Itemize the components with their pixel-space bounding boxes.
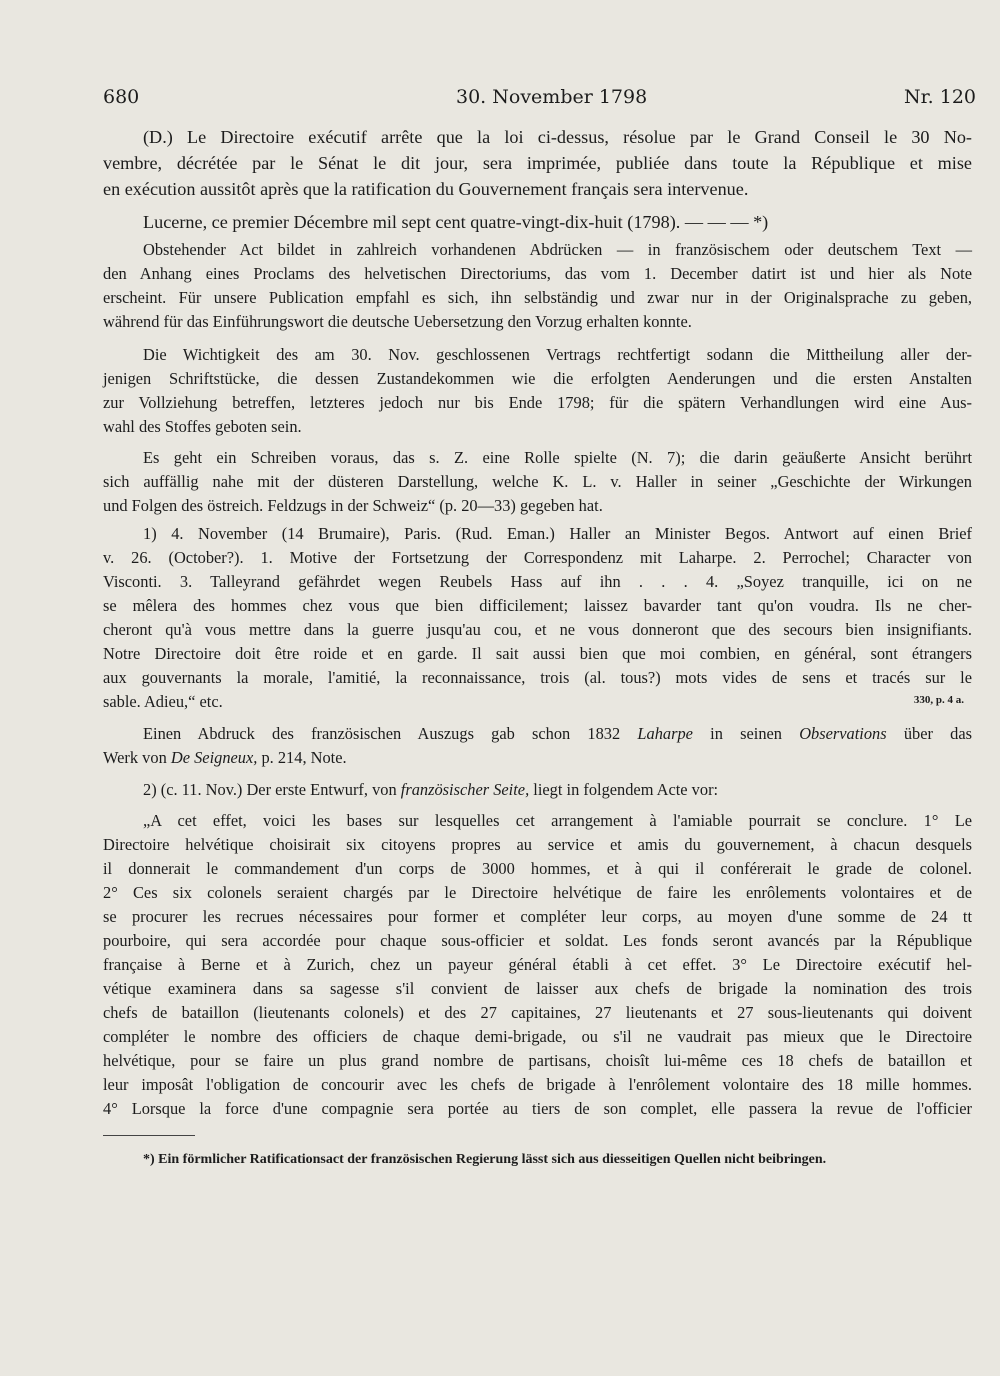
text-line: 2° Ces six colonels seraient chargés par le Directoire helvétique de faire les enrôlements volontaires et de [103, 883, 972, 902]
document-number: Nr. 120 [904, 86, 976, 108]
text-line: „A cet effet, voici les bases sur lesquelles cet arrangement à l'amiable pourrait se conclure. 1° Le [143, 811, 972, 830]
running-header [103, 86, 976, 112]
text-line: se procurer les recrues nécessaires pour former et compléter leur corps, au moyen d'une somme de 24 tt [103, 907, 972, 926]
text-line: (D.) Le Directoire exécutif arrête que la loi ci-dessus, résolue par le Grand Conseil le 30 No- [143, 127, 972, 147]
header-date: 30. November 1798 [456, 86, 648, 108]
footnote-rule [103, 1135, 195, 1136]
text-line [103, 746, 972, 770]
text-segment: über das [903, 724, 972, 743]
text-line: cheront qu'à vous mettre dans la guerre jusqu'au cou, et ne vous donneront que des secours bien insignifiants. [103, 620, 972, 639]
text-line: leur imposât l'obligation de concourir avec les chefs de brigade à l'enrôlement volontaire des 18 mille hommes. [103, 1075, 972, 1094]
text-segment: liegt in folgendem Acte vor: [533, 780, 719, 799]
text-line: jenigen Schriftstücke, die dessen Zustandekommen wie die erfolgten Aenderungen und die ersten Anstalten [103, 369, 972, 388]
text-line [103, 722, 972, 746]
paragraph-5 [103, 722, 972, 770]
source-reference: 330, p. 4 a. [913, 694, 964, 706]
footnote-text: *) Ein förmlicher Ratificationsact der französischen Regierung lässt sich aus diesseitigen Quellen nicht beibringen. [143, 1152, 827, 1167]
text-line: helvétique, pour se faire un plus grand nombre de partisans, choisît lui-même ces 18 chefs de bataillon et [103, 1051, 972, 1070]
text-line: Notre Directoire doit être roide et en garde. Il sait aussi bien que moi combien, en général, sont étrangers [103, 644, 972, 663]
text-line: Directoire helvétique choisirait six citoyens propres au service et amis du gouvernement, à chacun desquels [103, 835, 972, 854]
italic-title: Observations [799, 724, 887, 743]
text-line: Die Wichtigkeit des am 30. Nov. geschlossenen Vertrags rechtfertigt sodann die Mittheilung aller der- [143, 345, 972, 364]
text-line [103, 778, 972, 802]
text-line: v. 26. (October?). 1. Motive der Fortsetzung der Correspondenz mit Laharpe. 2. Perrochel; Character von [103, 548, 972, 567]
paragraph-3 [103, 446, 972, 518]
text-line: chefs de bataillon (lieutenants colonels) et des 27 capitaines, 27 lieutenants et 27 sous-lieutenants qui doivent [103, 1003, 972, 1022]
text-segment: p. 214, Note. [261, 748, 347, 767]
text-line: en exécution aussitôt après que la ratification du Gouvernement français sera intervenue. [103, 179, 749, 199]
paragraph-4-letter [103, 522, 972, 714]
text-segment: in seinen [710, 724, 782, 743]
paragraph-6 [103, 778, 972, 802]
text-line: während für das Einführungswort die deutsche Uebersetzung den Vorzug erhalten konnte. [103, 312, 692, 331]
paragraph-2 [103, 343, 972, 439]
text-line: française à Berne et à Zurich, chez un payeur général établi à cet effet. 3° Le Directoire exécutif hel- [103, 955, 972, 974]
text-segment: Einen Abdruck des französischen Auszugs gab schon 1832 [143, 724, 621, 743]
text-segment: 2) (c. 11. Nov.) Der erste Entwurf, von [143, 780, 397, 799]
italic-name: De Seigneux, [170, 748, 258, 767]
text-line: aux gouvernants la morale, l'amitié, la reconnaissance, trois (al. tous?) mots vides de sens et tracés sur le [103, 668, 972, 687]
text-line: sable. Adieu,“ etc. [103, 692, 223, 711]
text-line: Visconti. 3. Talleyrand gefährdet wegen Reubels Hass auf ihn . . . 4. „Soyez tranquille, ici on ne [103, 572, 972, 591]
text-line: 4° Lorsque la force d'une compagnie sera portée au tiers de son complet, elle passera la revue de l'officier [103, 1099, 972, 1118]
text-line: sich auffällig nahe mit der düsteren Darstellung, welche K. L. v. Haller in seiner „Geschichte der Wirkungen [103, 472, 972, 491]
paragraph-1 [103, 238, 972, 334]
text-segment: Werk von [103, 748, 167, 767]
text-line: und Folgen des östreich. Feldzugs in der Schweiz“ (p. 20—33) gegeben hat. [103, 496, 603, 515]
french-decree-text [103, 124, 972, 235]
italic-name: Laharpe [637, 724, 693, 743]
footnote [103, 1150, 972, 1170]
text-line: erscheint. Für unsere Publication empfahl es sich, ihn selbständig und zwar nur in der Originalsprache zu geben, [103, 288, 972, 307]
paragraph-7-quote [103, 809, 972, 1121]
text-line: pourboire, qui sera accordée pour chaque sous-officier et soldat. Les fonds seront avancés par la République [103, 931, 972, 950]
text-line: zur Vollziehung betreffen, letzteres jedoch nur bis Ende 1798; für die spätern Verhandlungen wird eine Aus- [103, 393, 972, 412]
page-number: 680 [103, 86, 140, 108]
text-line: se mêlera des hommes chez vous que bien difficilement; laissez bavarder tant qu'on voudra. Ils ne cher- [103, 596, 972, 615]
text-line: vétique examinera dans sa sagesse s'il convient de laisser aux chefs de brigade la nomination des trois [103, 979, 972, 998]
italic-phrase: französischer Seite, [400, 780, 530, 799]
text-line: wahl des Stoffes geboten sein. [103, 417, 302, 436]
text-line: den Anhang eines Proclams des helvetischen Directoriums, das vom 1. December datirt ist und hier als Note [103, 264, 972, 283]
text-line: vembre, décrétée par le Sénat le dit jour, sera imprimée, publiée dans toute la République et mise [103, 153, 972, 173]
text-line: 1) 4. November (14 Brumaire), Paris. (Rud. Eman.) Haller an Minister Begos. Antwort auf einen Brief [143, 524, 972, 543]
text-line: Obstehender Act bildet in zahlreich vorhandenen Abdrücken — in französischem oder deutschem Text — [143, 240, 972, 259]
text-line: il donnerait le commandement d'un corps de 3000 hommes, et à qui il conférerait le grade de colonel. [103, 859, 972, 878]
closing-line: Lucerne, ce premier Décembre mil sept cent quatre-vingt-dix-huit (1798). — — — *) [143, 212, 769, 232]
text-line: Es geht ein Schreiben voraus, das s. Z. eine Rolle spielte (N. 7); die darin geäußerte Ansicht berührt [143, 448, 972, 467]
text-line: compléter le nombre des officiers de chaque demi-brigade, ou s'il ne vaudrait pas mieux que le Directoire [103, 1027, 972, 1046]
